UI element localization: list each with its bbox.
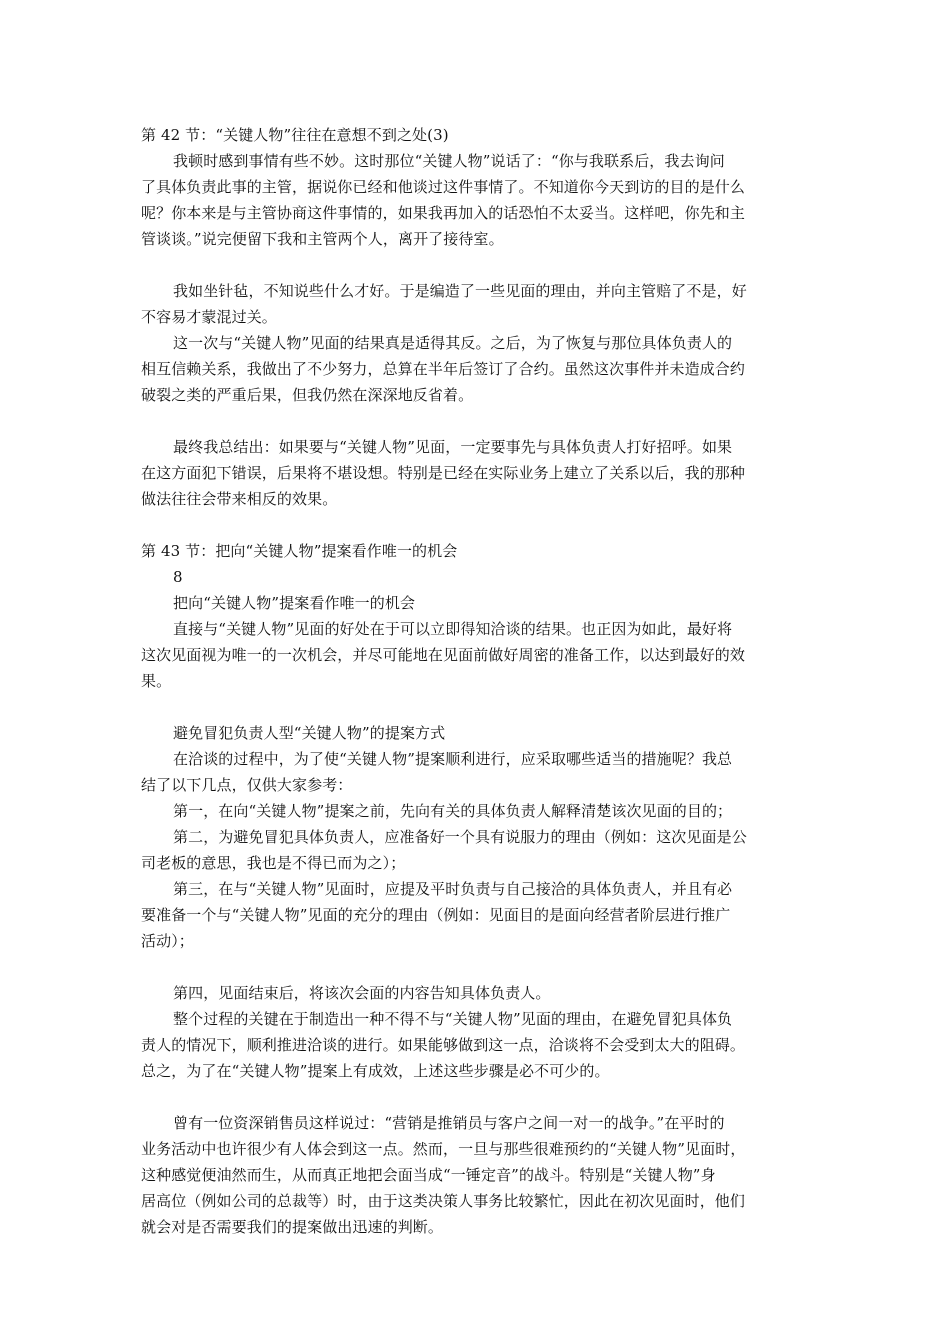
blank-line (141, 1084, 813, 1110)
text-line: 活动）； (141, 932, 194, 950)
text-line: 居高位（例如公司的总裁等）时，由于这类决策人事务比较繁忙，因此在初次见面时，他们 (141, 1192, 746, 1210)
blank-line (141, 694, 813, 720)
text-line: 第 42 节：“关键人物”往往在意想不到之处(3) (141, 126, 449, 144)
text-line: 8 (173, 568, 183, 586)
text-line: 司老板的意思，我也是不得已而为之）； (141, 854, 406, 872)
blank-line (141, 408, 813, 434)
text-line: 要准备一个与“关键人物”见面的充分的理由（例如：见面目的是面向经营者阶层进行推广 (141, 906, 731, 924)
text-line: 我如坐针毡，不知说些什么才好。于是编造了一些见面的理由，并向主管赔了不是，好 (173, 282, 747, 300)
text-line: 曾有一位资深销售员这样说过：“营销是推销员与客户之间一对一的战争。”在平时的 (173, 1114, 725, 1132)
text-line: 在这方面犯下错误，后果将不堪设想。特别是已经在实际业务上建立了关系以后，我的那种 (141, 464, 746, 482)
text-line: 做法往往会带来相反的效果。 (141, 490, 338, 508)
text-line: 总之，为了在“关键人物”提案上有成效，上述这些步骤是必不可少的。 (141, 1062, 610, 1080)
blank-line (141, 954, 813, 980)
text-line: 就会对是否需要我们的提案做出迅速的判断。 (141, 1218, 444, 1236)
blank-line (141, 512, 813, 538)
text-line: 呢？你本来是与主管协商这件事情的，如果我再加入的话恐怕不太妥当。这样吧，你先和主 (141, 204, 746, 222)
text-line: 第三，在与“关键人物”见面时，应提及平时负责与自己接洽的具体负责人，并且有必 (173, 880, 733, 898)
text-line: 第四，见面结束后，将该次会面的内容告知具体负责人。 (173, 984, 551, 1002)
blank-line (141, 252, 813, 278)
text-line: 不容易才蒙混过关。 (141, 308, 277, 326)
text-line: 这种感觉便油然而生，从而真正地把会面当成“一锤定音”的战斗。特别是“关键人物”身 (141, 1166, 716, 1184)
text-line: 管谈谈。”说完便留下我和主管两个人，离开了接待室。 (141, 230, 504, 248)
text-line: 果。 (141, 672, 172, 690)
text-line: 避免冒犯负责人型“关键人物”的提案方式 (173, 724, 446, 742)
text-line: 这次见面视为唯一的一次机会，并尽可能地在见面前做好周密的准备工作，以达到最好的效 (141, 646, 746, 664)
text-line: 业务活动中也许很少有人体会到这一点。然而，一旦与那些很难预约的“关键人物”见面时， (141, 1140, 746, 1158)
text-line: 破裂之类的严重后果，但我仍然在深深地反省着。 (141, 386, 474, 404)
text-line: 直接与“关键人物”见面的好处在于可以立即得知洽谈的结果。也正因为如此，最好将 (173, 620, 733, 638)
text-line: 整个过程的关键在于制造出一种不得不与“关键人物”见面的理由，在避免冒犯具体负 (173, 1010, 733, 1028)
text-line: 第一，在向“关键人物”提案之前，先向有关的具体负责人解释清楚该次见面的目的； (173, 802, 733, 820)
document-body (141, 122, 813, 1240)
text-line: 在洽谈的过程中，为了使“关键人物”提案顺利进行，应采取哪些适当的措施呢？我总 (173, 750, 733, 768)
text-line: 我顿时感到事情有些不妙。这时那位“关键人物”说话了：“你与我联系后，我去询问 (173, 152, 725, 170)
text-line: 第二，为避免冒犯具体负责人，应准备好一个具有说服力的理由（例如：这次见面是公 (173, 828, 747, 846)
text-line: 第 43 节：把向“关键人物”提案看作唯一的机会 (141, 542, 458, 560)
text-line: 责人的情况下，顺利推进洽谈的进行。如果能够做到这一点，洽谈将不会受到太大的阻碍。 (141, 1036, 746, 1054)
text-line: 最终我总结出：如果要与“关键人物”见面，一定要事先与具体负责人打好招呼。如果 (173, 438, 733, 456)
text-line: 相互信赖关系，我做出了不少努力，总算在半年后签订了合约。虽然这次事件并未造成合约 (141, 360, 746, 378)
text-line: 了具体负责此事的主管，据说你已经和他谈过这件事情了。不知道你今天到访的目的是什么 (141, 178, 746, 196)
text-line: 把向“关键人物”提案看作唯一的机会 (173, 594, 416, 612)
text-line: 这一次与“关键人物”见面的结果真是适得其反。之后，为了恢复与那位具体负责人的 (173, 334, 733, 352)
text-line: 结了以下几点，仅供大家参考： (141, 776, 353, 794)
